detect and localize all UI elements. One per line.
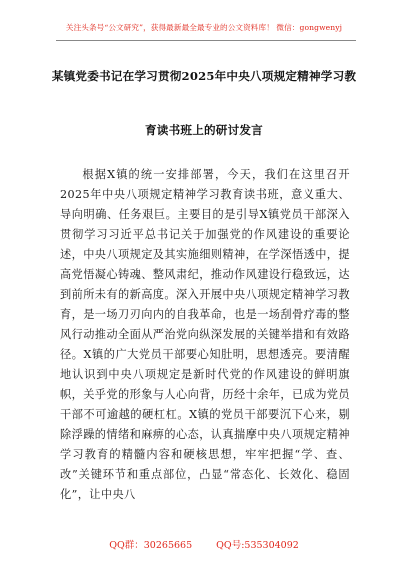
header-divider: [56, 40, 356, 41]
document-title-line-2: 育读书班上的研讨发言: [145, 123, 263, 137]
header-banner: 关注头条号“公文研究”，获得最新最全最专业的公文资料库！ 微信：gongwenyj: [65, 23, 343, 32]
footer-contact: [0, 537, 408, 551]
footer-qq-group: QQ群：30265665: [109, 540, 193, 551]
footer-qq-number: QQ号:535304092: [216, 540, 299, 551]
body-paragraph: 根据X镇的统一安排部署，今天，我们在这里召开2025年中央八项规定精神学习教育读书班，意义重大、导向明确、任务艰巨。主要目的是引导X镇党员干部深入贯彻学习习近平总书记关于加强党的作风建设的重要论述，中央八项规定及其实施细则精神，在学深悟透中，提高党悟凝心铸魂、整风肃纪，推动作风建设行稳致远，达到前所未有的新高度。深入开展中央八项规定精神学习教育，是一场刀刃向内的自我革命，也是一场刮骨疗毒的整风行动推动全面从严治党向纵深发展的关键举措和有效路径。X镇的广大党员干部要心知肚明，思想透亮。要清醒地认识到中央八项规定是新时代党的作风建设的鲜明旗帜，关乎党的形象与人心向背，历经十余年，已成为党员干部不可逾越的硬杠杠。X镇的党员干部要沉下心来，剔除浮躁的情绪和麻痹的心态，认真揣摩中央八项规定精神学习教育的精髓内容和硬核思想，牢牢把握“学、查、改”关键环节和重点部位，凸显“常态化、长效化、稳固化”，让中央八: [60, 168, 350, 501]
document-title-line-1: 某镇党委书记在学习贯彻2025年中央八项规定精神学习教: [51, 69, 357, 83]
